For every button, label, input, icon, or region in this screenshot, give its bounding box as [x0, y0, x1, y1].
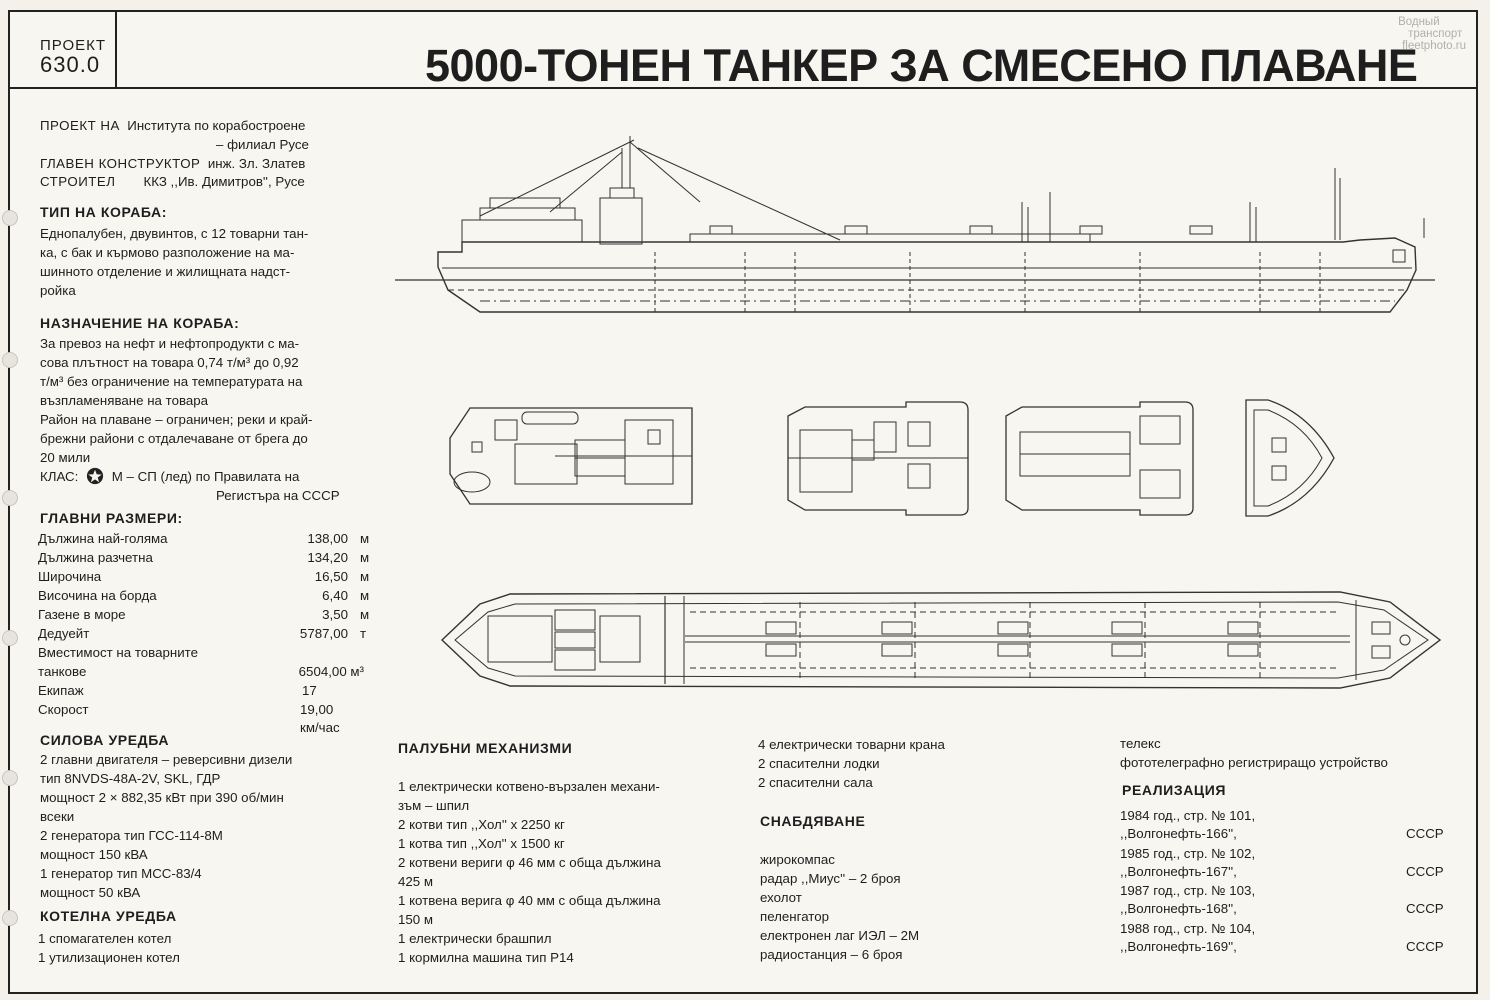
realization-year: 1984 год., стр. № 101, — [1120, 808, 1256, 823]
power-heading: СИЛОВА УРЕДБА — [40, 732, 170, 748]
ship-drawings — [10, 12, 1476, 992]
dimension-unit: м — [360, 569, 370, 584]
deck-machinery-text: 1 електрически котвено-вързален механи- зъм – шпил 2 котви тип ,,Хол'' х 2250 кг 1 котва тип ,,Хол'' х 1500 кг 2 котвени вериги φ 46 мм с обща дължина 425 м 1 котвена верига φ 40 мм с обща дължина 150 м 1 електрически брашпил 1 кормилна машина тип Р14 — [398, 779, 661, 965]
dimension-label: Газене в море — [38, 607, 126, 622]
deck-plan-drawing — [450, 408, 692, 504]
credits-design-2: – филиал Русе — [216, 137, 309, 152]
dimension-unit: м — [360, 607, 370, 622]
dimension-label: Дължина най-голяма — [38, 531, 168, 546]
speed-label: Скорост — [38, 702, 89, 717]
power-text: 2 главни двигателя – реверсивни дизели тип 8NVDS-48A-2V, SKL, ГДР мощност 2 × 882,35 кВт при 390 об/мин всеки 2 генератора тип ГСС-114-8М мощност 150 кВА 1 генератор тип МСС-83/4 мощност 50 кВА — [40, 752, 293, 900]
speed-unit: км/час — [300, 720, 340, 735]
main-deck-plan-drawing — [442, 592, 1440, 688]
credits-builder: СТРОИТЕЛ ККЗ ,,Ив. Димитров'', Русе — [40, 174, 305, 189]
purpose-heading: НАЗНАЧЕНИЕ НА КОРАБА: — [40, 315, 240, 331]
project-label: ПРОЕКТ — [40, 37, 107, 54]
page-title: 5000-ТОНЕН ТАНКЕР ЗА СМЕСЕНО ПЛАВАНЕ — [425, 40, 1418, 91]
dimension-value: 16,50 — [314, 569, 348, 584]
watermark: Водный транспорт fleetphoto.ru — [1398, 16, 1466, 52]
speed-value: 19,00 — [300, 702, 334, 717]
cranes-text: 4 електрически товарни крана 2 спасителни лодки 2 спасителни сала — [758, 737, 945, 790]
realization-country: СССР — [1406, 863, 1444, 879]
dimension-label: Широчина — [38, 569, 102, 584]
project-number: 630.0 — [40, 52, 101, 77]
realization-ship-name: ,,Волгонефть-169'', — [1120, 938, 1237, 954]
realization-year: 1985 год., стр. № 102, — [1120, 845, 1256, 861]
credits-chief: ГЛАВЕН КОНСТРУКТОР инж. Зл. Златев — [40, 156, 306, 171]
crew-value: 17 — [302, 683, 317, 698]
capacity-label: Вместимост на товарните — [38, 645, 198, 660]
class-line: КЛАС: М – СП (лед) по Правилата на — [40, 469, 300, 484]
realization-country: СССР — [1406, 826, 1444, 841]
credits-design: ПРОЕКТ НА Института по корабостроене — [40, 118, 306, 133]
realization-country: СССР — [1406, 901, 1444, 916]
capacity-label-2: танкове — [38, 664, 87, 679]
capacity-value: 6504,00 м³ — [298, 664, 364, 679]
deck-plan-drawing — [1006, 402, 1193, 515]
dimension-value: 3,50 — [322, 607, 348, 622]
deck-plan-drawing — [788, 402, 968, 515]
realization-heading: РЕАЛИЗАЦИЯ — [1122, 782, 1227, 798]
dimension-label: Дължина разчетна — [38, 550, 153, 565]
realization-country: СССР — [1406, 938, 1444, 954]
dimensions-heading: ГЛАВНИ РАЗМЕРИ: — [40, 510, 183, 526]
spec-sheet — [8, 10, 1478, 994]
purpose-text: За превоз на нефт и нефтопродукти с ма- сова плътност на товара 0,74 т/м³ до 0,92 т/м³ без ограничение на температурата на възпламеняване на товара Район на плаване – ограничен; реки и край- брежни райони с отдалечаване от брега до 20 мили — [40, 336, 313, 465]
crew-label: Екипаж — [38, 683, 84, 698]
class-line-2: Регистъра на СССР — [216, 488, 340, 503]
dimension-value: 5787,00 — [299, 626, 348, 641]
dimension-unit: т — [360, 626, 367, 641]
dimension-value: 134,20 — [307, 550, 348, 565]
boiler-heading: КОТЕЛНА УРЕДБА — [40, 908, 177, 924]
dimension-value: 6,40 — [322, 588, 348, 603]
dimension-unit: м — [360, 550, 370, 565]
dimension-unit: м — [360, 588, 370, 603]
deck-plan-drawing — [1246, 400, 1334, 516]
dimension-value: 138,00 — [307, 531, 348, 546]
realization-year: 1988 год., стр. № 104, — [1120, 920, 1256, 936]
dimension-unit: м — [360, 531, 370, 546]
comms-text: телекс фототелеграфно регистриращо устройство — [1120, 736, 1388, 770]
realization-ship-name: ,,Волгонефть-167'', — [1120, 863, 1237, 879]
realization-year: 1987 год., стр. № 103, — [1120, 883, 1256, 898]
side-elevation-drawing — [395, 136, 1435, 312]
ship-type-text: Еднопалубен, двувинтов, с 12 товарни тан- ка, с бак и кърмово разположение на ма- шинното отделение и жилищната надст- ройка — [40, 226, 309, 298]
boiler-text: 1 спомагателен котел 1 утилизационен котел — [38, 931, 180, 965]
deck-machinery-heading: ПАЛУБНИ МЕХАНИЗМИ — [398, 740, 573, 756]
dimension-label: Дедуейт — [38, 626, 90, 641]
realization-ship-name: ,,Волгонефть-168'', — [1120, 901, 1237, 916]
equipment-heading: СНАБДЯВАНЕ — [760, 813, 866, 829]
ship-type-heading: ТИП НА КОРАБА: — [40, 204, 168, 220]
equipment-text: жирокомпас радар ,,Миус'' – 2 броя ехолот пеленгатор електронен лаг ИЭЛ – 2М радиостанция – 6 броя — [760, 852, 920, 962]
dimension-label: Височина на борда — [38, 588, 157, 603]
realization-ship-name: ,,Волгонефть-166'', — [1120, 826, 1237, 841]
